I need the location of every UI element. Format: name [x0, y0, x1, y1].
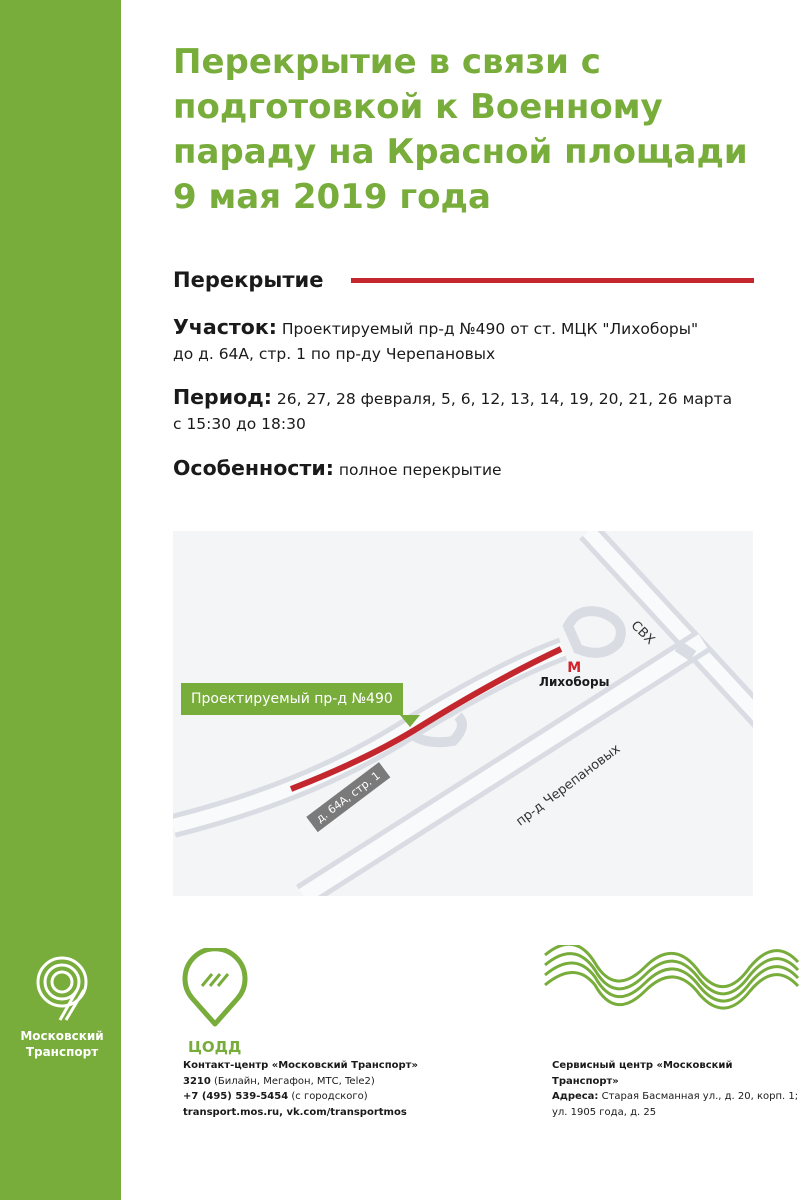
address-key: Адреса: — [552, 1091, 599, 1102]
station-name: Лихоборы — [539, 675, 610, 689]
street-label-cherepanovykh: пр-д Черепановых — [513, 741, 624, 830]
callout-pointer — [400, 715, 420, 727]
metro-station — [539, 661, 609, 689]
metro-icon: M — [567, 660, 582, 676]
address-line-2: ул. 1905 года, д. 25 — [552, 1106, 657, 1118]
features-value: полное перекрытие — [338, 461, 502, 479]
features-info — [173, 456, 763, 483]
section-label: Перекрытие — [173, 268, 324, 292]
contact-center-title: Контакт-центр «Московский Транспорт» — [183, 1060, 418, 1071]
codd-logo — [180, 948, 260, 1056]
closure-callout: Проектируемый пр-д №490 — [181, 683, 403, 715]
period-info — [173, 385, 763, 437]
area-value-2: до д. 64А, стр. 1 по пр-ду Черепановых — [173, 345, 496, 363]
page-title — [173, 40, 773, 220]
period-key: Период: — [173, 385, 272, 409]
section-header — [173, 264, 758, 296]
green-sidebar — [0, 0, 121, 1200]
area-value-1: Проектируемый пр-д №490 от ст. МЦК "Лихоборы" — [281, 320, 699, 338]
moscow-waves-logo — [540, 945, 802, 1019]
title-line: параду на Красной площади — [173, 132, 748, 172]
house-label: д. 64А, стр. 1 — [306, 762, 390, 832]
short-phone: 3210 — [183, 1075, 211, 1087]
website-links: transport.mos.ru, vk.com/transportmos — [183, 1106, 407, 1118]
phone-number: +7 (495) 539-5454 — [183, 1091, 289, 1102]
title-line: 9 мая 2019 года — [173, 177, 491, 217]
contact-center-block — [183, 1058, 483, 1120]
period-value-2: с 15:30 до 18:30 — [173, 415, 306, 433]
codd-label: ЦОДД — [188, 1038, 242, 1056]
period-value-1: 26, 27, 28 февраля, 5, 6, 12, 13, 14, 19, 20, 21, 26 марта — [276, 390, 733, 408]
waves-pattern-icon — [540, 945, 802, 1015]
area-info — [173, 315, 763, 367]
transport-emblem-icon — [24, 950, 100, 1022]
short-phone-note: (Билайн, Мегафон, МТС, Tele2) — [214, 1075, 375, 1087]
street-label-svh: СВХ — [627, 618, 658, 648]
logo-line-1: Московский — [20, 1029, 104, 1043]
closure-map — [173, 531, 753, 896]
features-key: Особенности: — [173, 456, 334, 480]
service-center-title: Сервисный центр «Московский Транспорт» — [552, 1060, 733, 1087]
area-key: Участок: — [173, 315, 277, 339]
title-line: Перекрытие в связи с — [173, 42, 601, 82]
title-line: подготовкой к Военному — [173, 87, 663, 127]
logo-line-2: Транспорт — [25, 1045, 99, 1059]
service-center-block — [552, 1058, 802, 1120]
address-line-1: Старая Басманная ул., д. 20, корп. 1; — [601, 1091, 799, 1102]
moscow-transport-logo — [10, 950, 114, 1060]
closure-line-legend — [351, 278, 754, 283]
codd-pin-icon — [180, 948, 250, 1030]
phone-note: (с городского) — [291, 1091, 368, 1102]
